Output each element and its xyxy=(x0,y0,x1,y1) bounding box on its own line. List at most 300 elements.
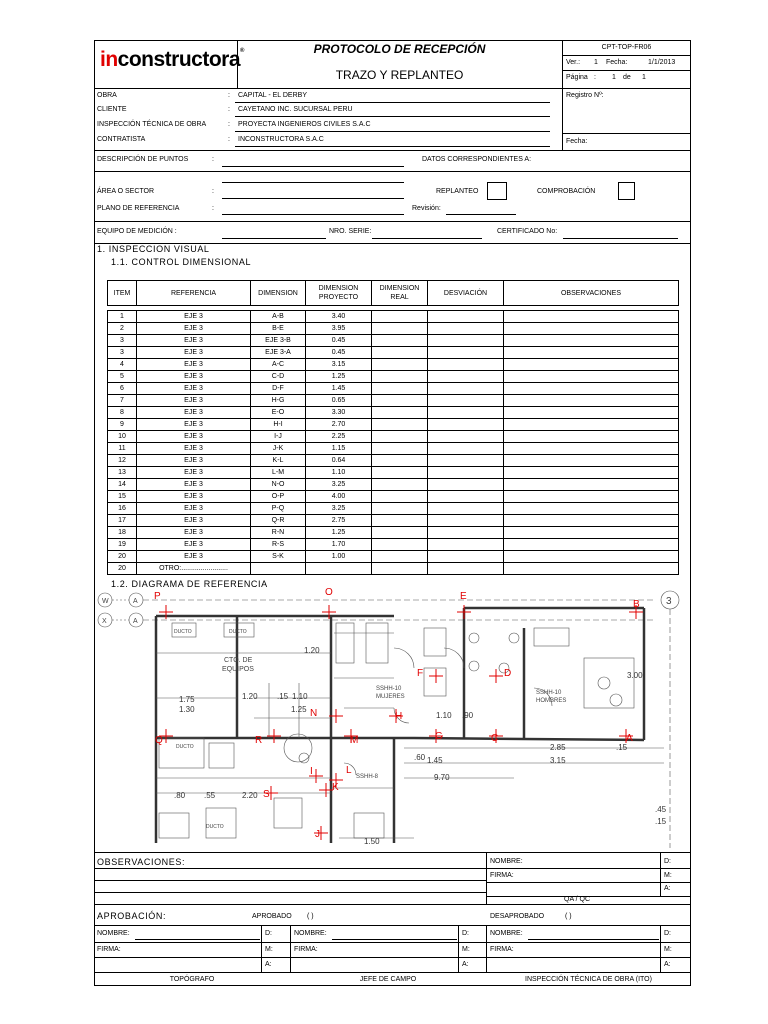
cell-dimension-real[interactable] xyxy=(372,431,428,443)
cell-dimension-real[interactable] xyxy=(372,323,428,335)
page-label: Página xyxy=(566,74,588,81)
dim-15-c: .15 xyxy=(655,817,667,826)
cell-dimension-proyecto: 1.15 xyxy=(306,443,372,455)
cell-observaciones[interactable] xyxy=(504,443,679,455)
contratista-colon: : xyxy=(228,136,230,143)
datos-label: DATOS CORRESPONDIENTES A: xyxy=(422,156,532,163)
sig1-d-label: D: xyxy=(265,930,272,937)
cell-desviacion[interactable] xyxy=(428,563,504,575)
point-label-n: N xyxy=(310,708,318,719)
cell-referencia: EJE 3 xyxy=(137,395,251,407)
room-text-hombres: HOMBRES xyxy=(536,698,567,704)
table-row xyxy=(108,419,679,431)
cell-referencia: EJE 3 xyxy=(137,503,251,515)
cell-item: 20 xyxy=(108,563,137,575)
dim-3-00: 3.00 xyxy=(627,671,643,680)
cell-desviacion[interactable] xyxy=(428,419,504,431)
cell-dimension-real[interactable] xyxy=(372,419,428,431)
obs-a-label: A: xyxy=(664,885,671,892)
room-text-equipos: EQUIPOS xyxy=(222,666,254,673)
cell-dimension: N-O xyxy=(251,479,306,491)
point-label-j: J xyxy=(315,829,320,840)
cliente-value: CAYETANO INC. SUCURSAL PERU xyxy=(238,106,353,113)
cell-dimension-proyecto: 1.70 xyxy=(306,539,372,551)
cell-dimension-real[interactable] xyxy=(372,479,428,491)
cell-referencia: EJE 3 xyxy=(137,551,251,563)
cell-referencia: EJE 3 xyxy=(137,491,251,503)
room-text-sshh-hombres: SSHH-10 xyxy=(536,690,562,696)
table-row xyxy=(108,383,679,395)
cell-referencia: EJE 3 xyxy=(137,407,251,419)
cell-item: 11 xyxy=(108,443,137,455)
cell-observaciones[interactable] xyxy=(504,527,679,539)
cell-desviacion[interactable] xyxy=(428,443,504,455)
logo-registered-mark: ® xyxy=(240,48,244,54)
sig3-d-label: D: xyxy=(664,930,671,937)
cell-referencia: OTRO:........................ xyxy=(137,563,251,575)
table-row xyxy=(108,407,679,419)
cell-dimension: I-J xyxy=(251,431,306,443)
cell-item: 4 xyxy=(108,359,137,371)
cell-observaciones[interactable] xyxy=(504,383,679,395)
col-header-dimension-proyecto: DIMENSION PROYECTO xyxy=(306,281,372,306)
room-text-ducto-3: DUCTO xyxy=(176,744,194,750)
cell-item: 3 xyxy=(108,347,137,359)
comprobacion-label: COMPROBACIÓN xyxy=(537,188,596,195)
cell-observaciones[interactable] xyxy=(504,419,679,431)
cell-observaciones[interactable] xyxy=(504,347,679,359)
dimension-table-header xyxy=(107,280,679,306)
room-text-sshh-mujeres: SSHH-10 xyxy=(376,686,402,692)
cell-dimension-proyecto: 1.00 xyxy=(306,551,372,563)
plano-colon: : xyxy=(212,205,214,212)
cell-observaciones[interactable] xyxy=(504,407,679,419)
equipo-label: EQUIPO DE MEDICIÓN : xyxy=(97,228,177,235)
cell-dimension-real[interactable] xyxy=(372,527,428,539)
cell-desviacion[interactable] xyxy=(428,323,504,335)
cell-dimension-proyecto: 2.75 xyxy=(306,515,372,527)
cell-dimension-proyecto: 1.25 xyxy=(306,371,372,383)
page-value: 1 xyxy=(612,74,616,81)
point-label-p: P xyxy=(154,591,161,602)
cell-observaciones[interactable] xyxy=(504,539,679,551)
cell-dimension: H-I xyxy=(251,419,306,431)
cell-observaciones[interactable] xyxy=(504,323,679,335)
cell-item: 14 xyxy=(108,479,137,491)
cell-dimension: H-G xyxy=(251,395,306,407)
plano-label: PLANO DE REFERENCIA xyxy=(97,205,180,212)
cell-item: 13 xyxy=(108,467,137,479)
aprobado-label: APROBADO xyxy=(252,913,292,920)
cell-dimension[interactable] xyxy=(251,563,306,575)
point-label-o: O xyxy=(325,587,333,598)
cell-observaciones[interactable] xyxy=(504,503,679,515)
col-header-referencia: REFERENCIA xyxy=(137,281,251,306)
cell-referencia: EJE 3 xyxy=(137,443,251,455)
cell-dimension-real[interactable] xyxy=(372,371,428,383)
cell-dimension-proyecto: 3.25 xyxy=(306,503,372,515)
table-row xyxy=(108,347,679,359)
dim-2-20: 2.20 xyxy=(242,791,258,800)
cell-desviacion[interactable] xyxy=(428,359,504,371)
cell-observaciones[interactable] xyxy=(504,455,679,467)
cell-item: 8 xyxy=(108,407,137,419)
dim-1-30: 1.30 xyxy=(179,705,195,714)
point-label-c: C xyxy=(491,733,499,744)
dim-1-10-b: 1.10 xyxy=(436,711,452,720)
table-row xyxy=(108,551,679,563)
cell-observaciones[interactable] xyxy=(504,491,679,503)
cell-dimension-real[interactable] xyxy=(372,563,428,575)
obra-value: CAPITAL - EL DERBY xyxy=(238,92,307,99)
cell-dimension: E-O xyxy=(251,407,306,419)
dim-1-20-v: 1.20 xyxy=(304,646,320,655)
cell-dimension-proyecto: 4.00 xyxy=(306,491,372,503)
cell-item: 15 xyxy=(108,491,137,503)
cell-dimension-real[interactable] xyxy=(372,491,428,503)
comprobacion-checkbox[interactable] xyxy=(618,182,635,200)
obra-label: OBRA xyxy=(97,92,117,99)
section-heading-1-2: 1.2. DIAGRAMA DE REFERENCIA xyxy=(111,579,268,589)
cell-referencia: EJE 3 xyxy=(137,467,251,479)
obra-colon: : xyxy=(228,92,230,99)
cell-desviacion[interactable] xyxy=(428,527,504,539)
room-text-ducto-2: DUCTO xyxy=(229,629,247,635)
contratista-value: INCONSTRUCTORA S.A.C xyxy=(238,136,324,143)
sig1-m-label: M: xyxy=(265,946,273,953)
version-label: Ver.: xyxy=(566,59,581,66)
sig2-firma-label: FIRMA: xyxy=(294,946,318,953)
cell-dimension-proyecto: 1.45 xyxy=(306,383,372,395)
cell-desviacion[interactable] xyxy=(428,395,504,407)
cell-dimension-proyecto: 0.45 xyxy=(306,347,372,359)
cell-desviacion[interactable] xyxy=(428,479,504,491)
cell-dimension: D-F xyxy=(251,383,306,395)
cell-desviacion[interactable] xyxy=(428,431,504,443)
cell-dimension-proyecto: 2.70 xyxy=(306,419,372,431)
dim-1-25: 1.25 xyxy=(291,705,307,714)
cell-referencia: EJE 3 xyxy=(137,371,251,383)
cell-desviacion[interactable] xyxy=(428,311,504,323)
cell-dimension-real[interactable] xyxy=(372,455,428,467)
cell-desviacion[interactable] xyxy=(428,491,504,503)
sig3-m-label: M: xyxy=(664,946,672,953)
cell-dimension-real[interactable] xyxy=(372,503,428,515)
dim-45: .45 xyxy=(655,805,667,814)
point-label-f: F xyxy=(417,668,424,679)
cell-observaciones[interactable] xyxy=(504,515,679,527)
section-heading-1-1: 1.1. CONTROL DIMENSIONAL xyxy=(111,257,252,267)
dim-2-85: 2.85 xyxy=(550,743,566,752)
cell-dimension-proyecto: 3.30 xyxy=(306,407,372,419)
sig1-a-label: A: xyxy=(265,961,272,968)
cell-observaciones[interactable] xyxy=(504,311,679,323)
cell-dimension-real[interactable] xyxy=(372,347,428,359)
cell-desviacion[interactable] xyxy=(428,539,504,551)
cell-desviacion[interactable] xyxy=(428,335,504,347)
cell-desviacion[interactable] xyxy=(428,347,504,359)
registro-label: Registro Nº: xyxy=(566,92,604,99)
cell-dimension: P-Q xyxy=(251,503,306,515)
cell-item: 20 xyxy=(108,551,137,563)
table-row-other xyxy=(108,563,679,575)
room-text-cto: CTO. DE xyxy=(224,657,253,664)
point-label-q: Q xyxy=(155,735,163,746)
cell-dimension: EJE 3-A xyxy=(251,347,306,359)
company-logo xyxy=(100,48,244,72)
cell-observaciones[interactable] xyxy=(504,479,679,491)
table-row xyxy=(108,467,679,479)
axis-label-x: X xyxy=(102,618,107,625)
col-header-observaciones: OBSERVACIONES xyxy=(504,281,679,306)
replanteo-checkbox[interactable] xyxy=(487,182,507,200)
cell-dimension-real[interactable] xyxy=(372,467,428,479)
cell-observaciones[interactable] xyxy=(504,467,679,479)
cell-observaciones[interactable] xyxy=(504,431,679,443)
cell-dimension-proyecto: 1.10 xyxy=(306,467,372,479)
dim-1-10-a: 1.10 xyxy=(292,692,308,701)
table-row xyxy=(108,323,679,335)
cell-dimension: O-P xyxy=(251,491,306,503)
document-subtitle: TRAZO Y REPLANTEO xyxy=(335,68,464,82)
room-text-ducto-4: DUCTO xyxy=(206,824,224,830)
cell-dimension: L-M xyxy=(251,467,306,479)
logo-suffix: constructora xyxy=(117,48,241,71)
date-label: Fecha: xyxy=(606,59,628,66)
cell-dimension-proyecto: 0.65 xyxy=(306,395,372,407)
cell-dimension: C-D xyxy=(251,371,306,383)
cell-desviacion[interactable] xyxy=(428,383,504,395)
cell-desviacion[interactable] xyxy=(428,467,504,479)
qa-qc-label: QA / QC xyxy=(564,896,591,903)
cell-item: 10 xyxy=(108,431,137,443)
dim-15-b: .15 xyxy=(616,743,628,752)
dim-80: .80 xyxy=(174,791,186,800)
cell-referencia: EJE 3 xyxy=(137,347,251,359)
area-label: ÁREA O SECTOR xyxy=(97,188,155,195)
desaprobado-checkbox[interactable]: ( ) xyxy=(565,913,572,920)
col-header-dimension: DIMENSION xyxy=(251,281,306,306)
page-of: de xyxy=(623,74,631,81)
cell-referencia: EJE 3 xyxy=(137,335,251,347)
inspeccion-colon: : xyxy=(228,121,230,128)
cell-desviacion[interactable] xyxy=(428,455,504,467)
aprobado-checkbox[interactable]: ( ) xyxy=(307,913,314,920)
cell-dimension-real[interactable] xyxy=(372,359,428,371)
point-label-i: I xyxy=(310,766,313,777)
point-label-l: L xyxy=(346,765,352,776)
cell-dimension: J-K xyxy=(251,443,306,455)
inspeccion-value: PROYECTA INGENIEROS CIVILES S.A.C xyxy=(238,121,371,128)
dim-1-75: 1.75 xyxy=(179,695,195,704)
aprobacion-title: APROBACIÓN: xyxy=(97,911,167,921)
cell-observaciones[interactable] xyxy=(504,359,679,371)
cell-dimension: Q-R xyxy=(251,515,306,527)
contratista-label: CONTRATISTA xyxy=(97,136,146,143)
version-value: 1 xyxy=(594,59,598,66)
cell-dimension-proyecto: 3.40 xyxy=(306,311,372,323)
table-row xyxy=(108,335,679,347)
cell-referencia: EJE 3 xyxy=(137,359,251,371)
cell-item: 9 xyxy=(108,419,137,431)
cell-item: 6 xyxy=(108,383,137,395)
observaciones-title: OBSERVACIONES: xyxy=(97,857,186,867)
axis-label-w: W xyxy=(102,598,109,605)
signature-jefe-campo: JEFE DE CAMPO xyxy=(359,976,417,983)
cell-item: 5 xyxy=(108,371,137,383)
dimension-table xyxy=(107,310,679,575)
cell-observaciones[interactable] xyxy=(504,395,679,407)
signature-ito: INSPECCIÓN TÉCNICA DE OBRA (ITO) xyxy=(525,976,652,983)
axis-label-3: 3 xyxy=(666,596,672,607)
dim-15-a: .15 xyxy=(277,692,289,701)
sig3-firma-label: FIRMA: xyxy=(490,946,514,953)
cell-item: 17 xyxy=(108,515,137,527)
table-row xyxy=(108,527,679,539)
cliente-label: CLIENTE xyxy=(97,106,127,113)
cell-dimension-proyecto: 2.25 xyxy=(306,431,372,443)
dim-3-15: 3.15 xyxy=(550,756,566,765)
cell-referencia: EJE 3 xyxy=(137,515,251,527)
dim-90: .90 xyxy=(462,711,474,720)
col-header-desviacion: DESVIACIÓN xyxy=(428,281,504,306)
point-label-b: B xyxy=(633,599,640,610)
cell-referencia: EJE 3 xyxy=(137,455,251,467)
cell-dimension-real[interactable] xyxy=(372,383,428,395)
reference-floor-plan xyxy=(94,588,691,848)
obs-d-label: D: xyxy=(664,858,671,865)
cell-referencia: EJE 3 xyxy=(137,323,251,335)
dim-9-70: 9.70 xyxy=(434,773,450,782)
cell-observaciones[interactable] xyxy=(504,371,679,383)
cell-dimension-real[interactable] xyxy=(372,443,428,455)
sig2-nombre-label: NOMBRE: xyxy=(294,930,327,937)
cell-dimension-real[interactable] xyxy=(372,539,428,551)
cell-dimension-real[interactable] xyxy=(372,515,428,527)
doc-code: CPT-TOP-FR06 xyxy=(601,44,652,51)
point-label-s: S xyxy=(263,789,270,800)
cell-referencia: EJE 3 xyxy=(137,419,251,431)
table-row xyxy=(108,359,679,371)
descripcion-label: DESCRIPCIÓN DE PUNTOS xyxy=(97,156,189,163)
cell-dimension: B-E xyxy=(251,323,306,335)
table-row xyxy=(108,491,679,503)
cell-dimension-real[interactable] xyxy=(372,551,428,563)
cell-dimension-proyecto: 3.15 xyxy=(306,359,372,371)
sig3-a-label: A: xyxy=(664,961,671,968)
cell-dimension: R-S xyxy=(251,539,306,551)
serie-label: NRO. SERIE: xyxy=(329,228,372,235)
cell-dimension: R-N xyxy=(251,527,306,539)
table-row xyxy=(108,503,679,515)
cell-observaciones[interactable] xyxy=(504,551,679,563)
date-value: 1/1/2013 xyxy=(648,59,676,66)
cell-dimension: K-L xyxy=(251,455,306,467)
cell-item: 18 xyxy=(108,527,137,539)
cell-desviacion[interactable] xyxy=(428,503,504,515)
dim-55: .55 xyxy=(204,791,216,800)
cell-desviacion[interactable] xyxy=(428,407,504,419)
obs-nombre-label: NOMBRE: xyxy=(490,858,523,865)
cell-referencia: EJE 3 xyxy=(137,527,251,539)
sig2-a-label: A: xyxy=(462,961,469,968)
sig1-firma-label: FIRMA: xyxy=(97,946,121,953)
cell-desviacion[interactable] xyxy=(428,371,504,383)
cell-referencia: EJE 3 xyxy=(137,383,251,395)
point-label-g: G xyxy=(435,731,443,742)
cell-desviacion[interactable] xyxy=(428,551,504,563)
table-row xyxy=(108,431,679,443)
cell-dimension-proyecto: 3.25 xyxy=(306,479,372,491)
point-label-r: R xyxy=(255,735,263,746)
cell-observaciones[interactable] xyxy=(504,335,679,347)
cell-referencia: EJE 3 xyxy=(137,431,251,443)
dim-1-45-a: 1.45 xyxy=(427,756,443,765)
section-heading-1: 1. INSPECCION VISUAL xyxy=(97,244,210,254)
dim-1-50: 1.50 xyxy=(364,837,380,846)
sig1-nombre-label: NOMBRE: xyxy=(97,930,130,937)
cell-dimension-proyecto[interactable] xyxy=(306,563,372,575)
table-row xyxy=(108,395,679,407)
cell-referencia: EJE 3 xyxy=(137,311,251,323)
cell-item: 2 xyxy=(108,323,137,335)
axis-label-a-top: A xyxy=(133,598,138,605)
inspeccion-label: INSPECCIÓN TÉCNICA DE OBRA xyxy=(97,121,207,128)
cell-dimension-real[interactable] xyxy=(372,335,428,347)
page-total: 1 xyxy=(642,74,646,81)
cell-dimension-real[interactable] xyxy=(372,311,428,323)
axis-label-a-bottom: A xyxy=(133,618,138,625)
cell-item: 16 xyxy=(108,503,137,515)
certificado-label: CERTIFICADO No: xyxy=(497,228,558,235)
sig2-d-label: D: xyxy=(462,930,469,937)
point-label-a: A xyxy=(626,733,633,744)
cell-observaciones[interactable] xyxy=(504,563,679,575)
signature-topografo: TOPÓGRAFO xyxy=(169,976,215,983)
room-text-sshh-8: SSHH-8 xyxy=(356,774,379,780)
cell-item: 1 xyxy=(108,311,137,323)
cell-dimension-real[interactable] xyxy=(372,395,428,407)
document-title: PROTOCOLO DE RECEPCIÓN xyxy=(313,42,486,56)
cell-dimension: S-K xyxy=(251,551,306,563)
cell-dimension: EJE 3-B xyxy=(251,335,306,347)
point-label-m: M xyxy=(350,735,359,746)
revision-label: Revisión: xyxy=(412,205,441,212)
cell-dimension-proyecto: 1.25 xyxy=(306,527,372,539)
cell-dimension-proyecto: 0.45 xyxy=(306,335,372,347)
table-row xyxy=(108,539,679,551)
cell-item: 7 xyxy=(108,395,137,407)
cell-referencia: EJE 3 xyxy=(137,479,251,491)
cell-referencia: EJE 3 xyxy=(137,539,251,551)
table-row xyxy=(108,479,679,491)
cliente-colon: : xyxy=(228,106,230,113)
cell-desviacion[interactable] xyxy=(428,515,504,527)
cell-item: 19 xyxy=(108,539,137,551)
logo-prefix: in xyxy=(100,48,118,71)
cell-dimension: A-B xyxy=(251,311,306,323)
table-row xyxy=(108,455,679,467)
sig3-nombre-label: NOMBRE: xyxy=(490,930,523,937)
point-label-k: K xyxy=(332,782,339,793)
cell-dimension-proyecto: 3.95 xyxy=(306,323,372,335)
table-row xyxy=(108,515,679,527)
cell-dimension-real[interactable] xyxy=(372,407,428,419)
cell-dimension: A-C xyxy=(251,359,306,371)
table-row xyxy=(108,311,679,323)
col-header-dimension-real: DIMENSION REAL xyxy=(372,281,428,306)
room-text-ducto-1: DUCTO xyxy=(174,629,192,635)
